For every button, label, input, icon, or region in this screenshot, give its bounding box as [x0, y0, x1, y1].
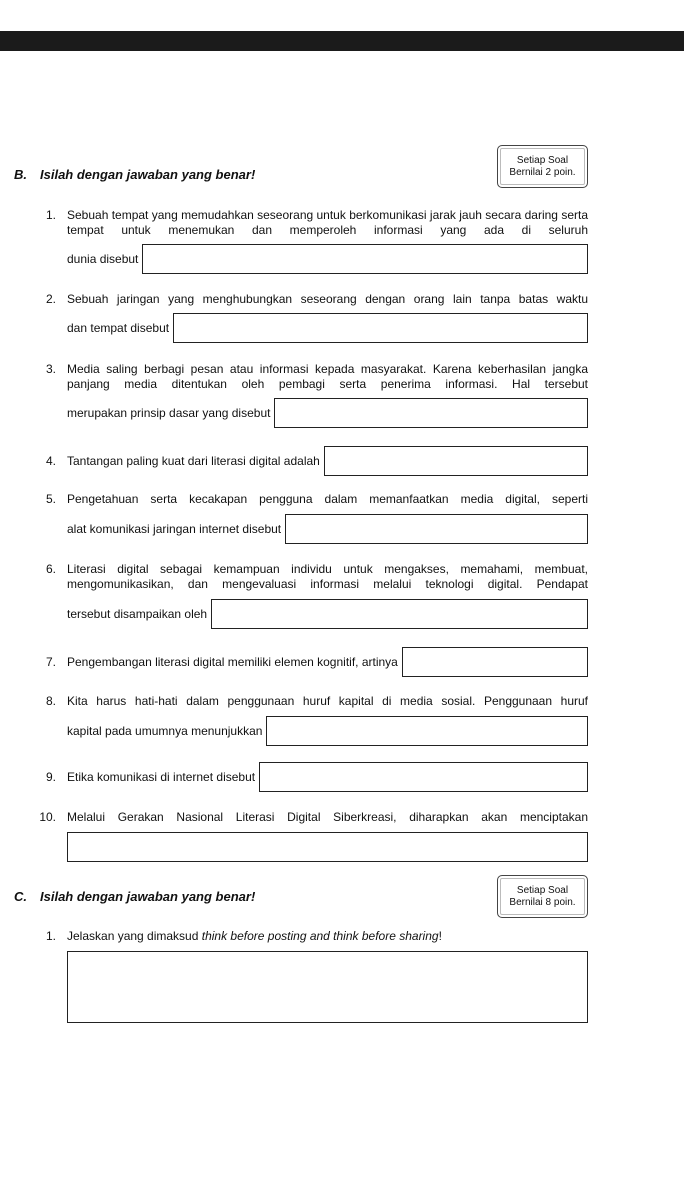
answer-box-4[interactable]: [324, 446, 588, 476]
answer-box-10[interactable]: [67, 832, 588, 862]
question-9-answer-row: Etika komunikasi di internet disebut: [67, 762, 588, 792]
answer-box-1[interactable]: [142, 244, 588, 274]
points-badge-c: Setiap Soal Bernilai 8 poin.: [497, 875, 588, 918]
essay-question-1: 1. Jelaskan yang dimaksud think before posting and think before sharing!: [45, 929, 442, 943]
question-10: 10. Melalui Gerakan Nasional Literasi Digital Siberkreasi, diharapkan akan menciptakan: [39, 810, 588, 824]
question-1-answer-row: dunia disebut: [67, 244, 588, 274]
answer-box-8[interactable]: [266, 716, 588, 746]
answer-box-2[interactable]: [173, 313, 588, 343]
question-5: 5. Pengetahuan serta kecakapan pengguna dalam memanfaatkan media digital, seperti: [45, 492, 588, 506]
answer-box-3[interactable]: [274, 398, 588, 428]
question-7-answer-row: Pengembangan literasi digital memiliki elemen kognitif, artinya: [67, 647, 588, 677]
question-8-answer-row: kapital pada umumnya menunjukkan: [67, 716, 588, 746]
section-b-title: B. Isilah dengan jawaban yang benar!: [14, 167, 256, 182]
answer-box-5[interactable]: [285, 514, 588, 544]
question-5-answer-row: alat komunikasi jaringan internet disebut: [67, 514, 588, 544]
question-2-answer-row: dan tempat disebut: [67, 313, 588, 343]
answer-box-6[interactable]: [211, 599, 588, 629]
question-3: 3. Media saling berbagi pesan atau informasi kepada masyarakat. Karena keberhasilan jangka panjang media ditentukan oleh pembagi serta penerima informasi. Hal tersebut: [45, 362, 588, 391]
top-bar: [0, 31, 684, 51]
points-badge-b: Setiap Soal Bernilai 2 poin.: [497, 145, 588, 188]
question-1: 1. Sebuah tempat yang memudahkan seseorang untuk berkomunikasi jarak jauh secara daring serta tempat untuk menemukan dan memperoleh informasi yang ada di seluruh: [45, 208, 588, 237]
essay-answer-box-1[interactable]: [67, 951, 588, 1023]
answer-box-9[interactable]: [259, 762, 588, 792]
question-2: 2. Sebuah jaringan yang menghubungkan seseorang dengan orang lain tanpa batas waktu: [45, 292, 588, 306]
question-8: 8. Kita harus hati-hati dalam penggunaan huruf kapital di media sosial. Penggunaan huruf: [45, 694, 588, 708]
question-3-answer-row: merupakan prinsip dasar yang disebut: [67, 398, 588, 428]
question-6: 6. Literasi digital sebagai kemampuan individu untuk mengakses, memahami, membuat, mengomunikasikan, dan mengevaluasi informasi melalui teknologi digital. Pendapat: [45, 562, 588, 591]
question-4-answer-row: Tantangan paling kuat dari literasi digital adalah: [67, 446, 588, 476]
answer-box-7[interactable]: [402, 647, 588, 677]
section-c-title: C. Isilah dengan jawaban yang benar!: [14, 889, 256, 904]
question-6-answer-row: tersebut disampaikan oleh: [67, 599, 588, 629]
